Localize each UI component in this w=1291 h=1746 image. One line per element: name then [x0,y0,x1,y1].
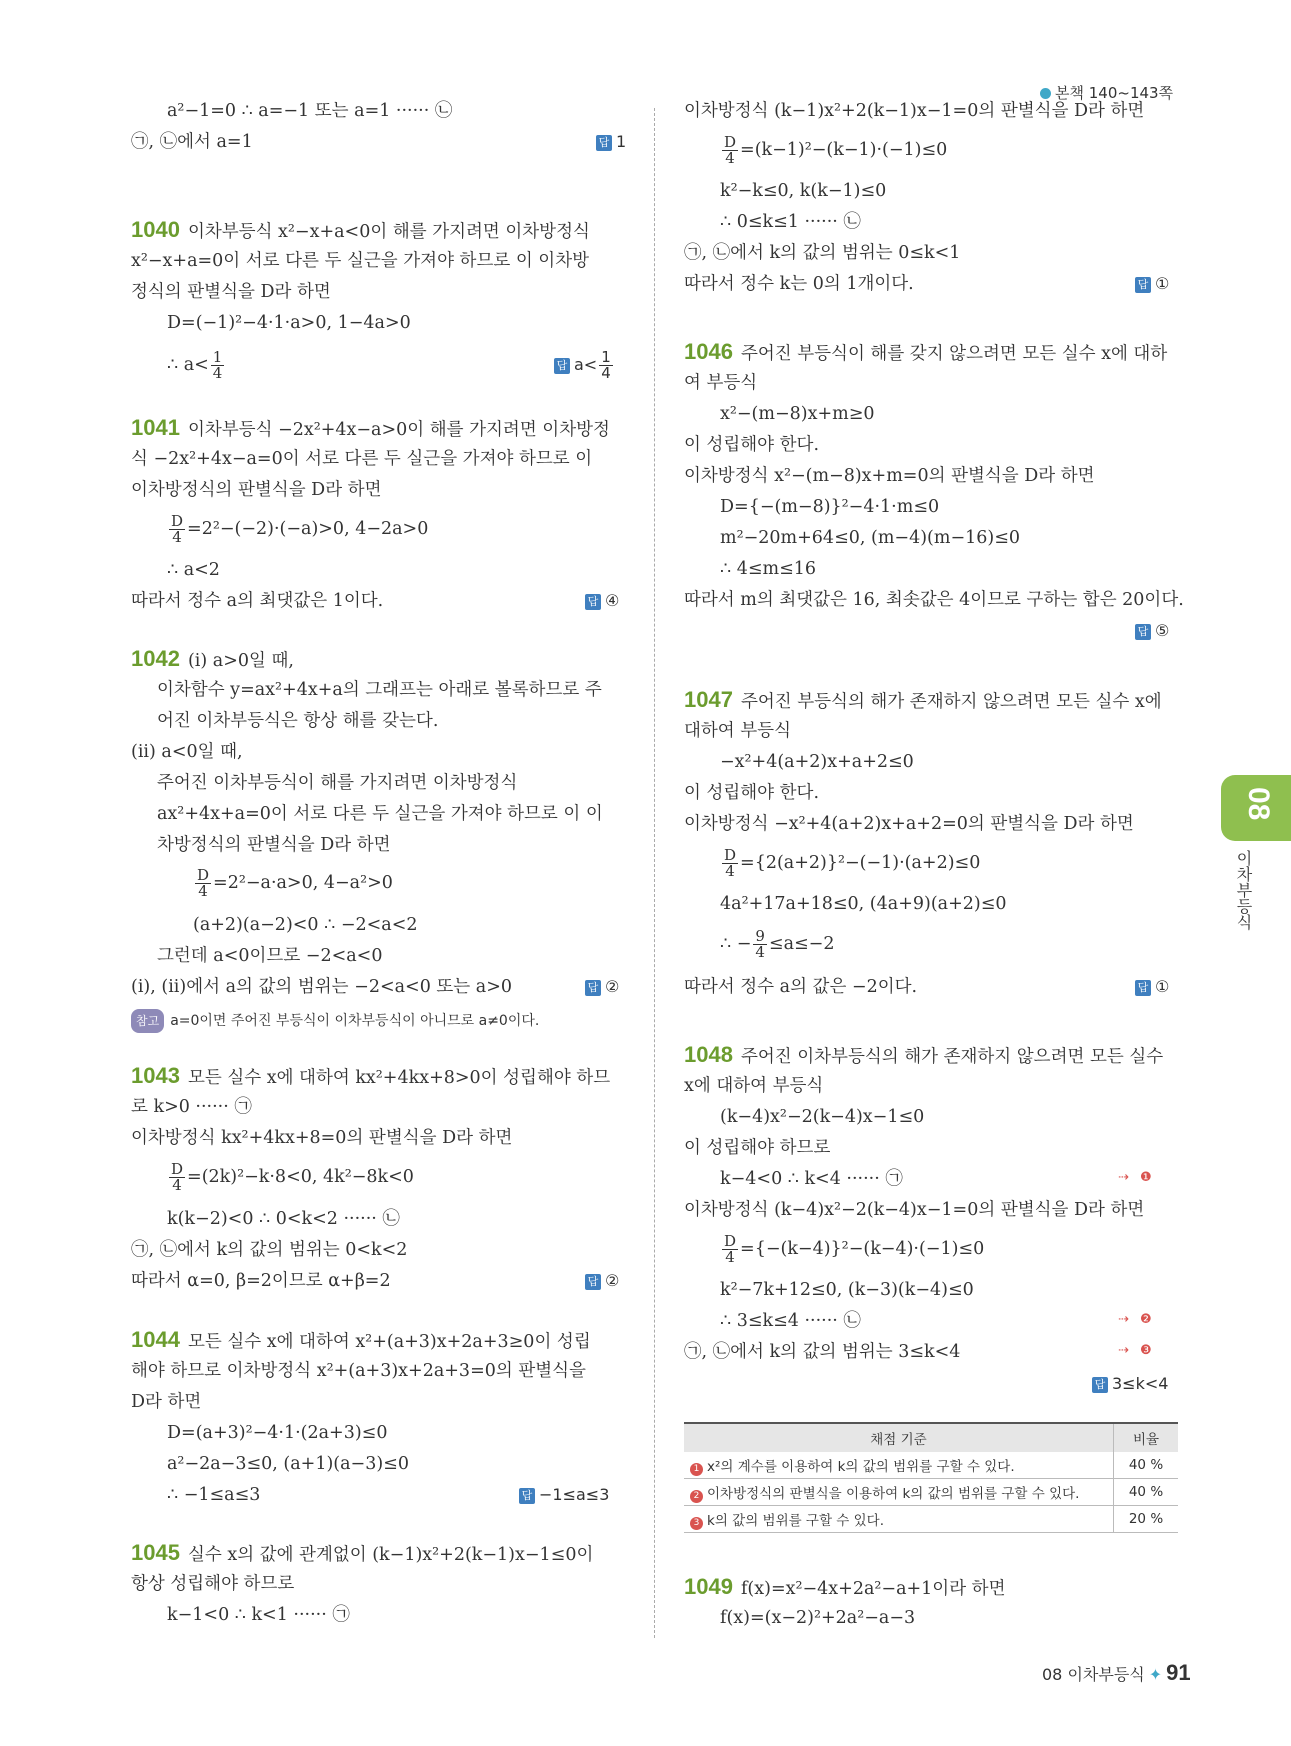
solution-line: 이차함수 y=ax²+4x+a의 그래프는 아래로 볼록하므로 주 [157,680,602,700]
grading-criteria-text: k의 값의 범위를 구할 수 있다. [707,1512,885,1529]
grading-criteria-text: x²의 계수를 이용하여 k의 값의 범위를 구할 수 있다. [707,1458,1015,1475]
solution-line: D=(a+3)²−4·1·(2a+3)≤0 [167,1423,388,1443]
solution-line: 로 k>0 ······ ㉠ [131,1097,252,1117]
grading-header-criteria: 채점 기준 [684,1423,1114,1452]
answer [1135,620,1169,642]
solution-line: ㉠, ㉡에서 k의 값의 범위는 3≤k<4 [684,1342,961,1362]
solution-line: ㉠, ㉡에서 k의 값의 범위는 0<k<2 [131,1240,408,1260]
problem-number: 1043 [131,1063,180,1088]
reference-dot-icon [1040,88,1051,99]
solution-line: 어진 이차부등식은 항상 해를 갖는다. [157,711,439,731]
solution-line: ∴ a<2 [167,560,220,580]
solution-line: D라 하면 [131,1392,202,1412]
marker-arrow-icon: ⇢ [1118,1343,1129,1358]
solution-line: $\frac{D}{4}$ =(2k)²−k·8<0, 4k²−8k<0 [171,1160,414,1194]
solution-line: k−4<0 ∴ k<4 ······ ㉠ [720,1169,903,1189]
solution-line: ㉠, ㉡에서 a=1 [131,132,253,152]
problem-number: 1046 [684,339,733,364]
solution-line: 이 성립해야 하므로 [684,1138,831,1158]
answer-value: −1≤a≤3 [539,1485,610,1504]
solution-line: x²−(m−8)x+m≥0 [720,404,875,424]
answer-value: ① [1155,977,1170,996]
solution-line: 대하여 부등식 [684,721,791,741]
solution-line: 따라서 정수 a의 최댓값은 1이다. [131,591,384,611]
answer-badge-icon: 답 [1092,1377,1108,1393]
problem-1047 [684,689,1162,713]
problem-text: 이차부등식 −2x²+4x−a>0이 해를 가지려면 이차방정 [187,420,610,440]
solution-line: x에 대하여 부등식 [684,1076,824,1096]
answer [554,350,615,381]
fraction: $\frac{D}{4}$ [724,1232,737,1266]
solution-line: a²−2a−3≤0, (a+1)(a−3)≤0 [167,1454,409,1474]
step-marker: ❷ [1140,1312,1152,1327]
answer [1092,1373,1168,1395]
answer-badge-icon: 답 [585,594,601,610]
solution-line: $\frac{D}{4}$ ={2(a+2)}²−(−1)·(a+2)≤0 [724,846,981,880]
problem-text: 모든 실수 x에 대하여 kx²+4kx+8>0이 성립해야 하므 [187,1068,611,1088]
problem-1042 [131,648,294,672]
problem-number: 1048 [684,1042,733,1067]
grading-ratio: 20 % [1114,1506,1179,1533]
solution-line: $\frac{D}{4}$ =(k−1)²−(k−1)·(−1)≤0 [724,133,948,167]
answer-badge-icon: 답 [1135,980,1151,996]
problem-1048 [684,1044,1163,1068]
solution-line: 이 성립해야 한다. [684,435,820,455]
problem-text: 주어진 이차부등식의 해가 존재하지 않으려면 모든 실수 [740,1047,1164,1067]
answer-badge-icon: 답 [596,135,612,151]
problem-1040 [131,219,590,243]
grading-row [684,1506,1178,1533]
solution-line: f(x)=(x−2)²+2a²−a−3 [720,1608,916,1628]
solution-line: (i), (ii)에서 a의 값의 범위는 −2<a<0 또는 a>0 [131,977,513,997]
problem-number: 1049 [684,1574,733,1599]
grading-row [684,1452,1178,1479]
answer [1135,273,1169,295]
problem-number: 1045 [131,1540,180,1565]
solution-line: 항상 성립해야 하므로 [131,1574,295,1594]
solution-line: k(k−2)<0 ∴ 0<k<2 ······ ㉡ [167,1209,400,1229]
problem-1045 [131,1542,593,1566]
problem-text: 실수 x의 값에 관계없이 (k−1)x²+2(k−1)x−1≤0이 [187,1545,594,1565]
solution-line: D=(−1)²−4·1·a>0, 1−4a>0 [167,313,411,333]
solution-line: 해야 하므로 이차방정식 x²+(a+3)x+2a+3=0의 판별식을 [131,1361,586,1381]
solution-line: 정식의 판별식을 D라 하면 [131,282,331,302]
solution-line: k−1<0 ∴ k<1 ······ ㉠ [167,1605,350,1625]
solution-line: 이차방정식 kx²+4kx+8=0의 판별식을 D라 하면 [131,1128,513,1148]
problem-text: 주어진 부등식이 해를 갖지 않으려면 모든 실수 x에 대하 [740,344,1168,364]
answer-badge-icon: 답 [519,1488,535,1504]
problem-number: 1047 [684,687,733,712]
solution-line: $\frac{D}{4}$ =2²−a·a>0, 4−a²>0 [197,866,393,900]
grading-ratio: 40 % [1114,1479,1179,1506]
solution-line: 이차방정식 x²−(m−8)x+m=0의 판별식을 D라 하면 [684,466,1095,486]
problem-text: 이차부등식 x²−x+a<0이 해를 가지려면 이차방정식 [187,222,590,242]
fraction: $\frac{1}{4}$ [212,348,223,382]
page-number: 91 [1166,1660,1191,1685]
answer-badge-icon: 답 [585,980,601,996]
grading-table [684,1422,1178,1533]
footer-plus-icon: ✦ [1148,1665,1163,1684]
problem-1043 [131,1065,610,1089]
solution-line: m²−20m+64≤0, (m−4)(m−16)≤0 [720,528,1021,548]
solution-line: ∴ a< $\frac{1}{4}$ [167,348,223,382]
chapter-label: 이차부등식 [1234,850,1253,930]
answer-badge-icon: 답 [554,358,570,374]
fraction: $\frac{9}{4}$ [755,927,765,961]
grading-ratio: 40 % [1114,1452,1179,1479]
note-text: a=0이면 주어진 부등식이 이차부등식이 아니므로 a≠0이다. [170,1013,540,1029]
answer [585,1270,619,1292]
problem-text: f(x)=x²−4x+2a²−a+1이라 하면 [740,1579,1006,1599]
chapter-tab [1221,775,1291,841]
fraction: $\frac{D}{4}$ [724,846,737,880]
problem-text: (i) a>0일 때, [187,651,294,671]
solution-line: (a+2)(a−2)<0 ∴ −2<a<2 [193,915,418,935]
marker-arrow-icon: ⇢ [1118,1312,1129,1327]
problem-number: 1042 [131,646,180,671]
solution-line: 이차방정식 (k−1)x²+2(k−1)x−1=0의 판별식을 D라 하면 [684,101,1145,121]
problem-1046 [684,341,1167,365]
solution-line: $\frac{D}{4}$ =2²−(−2)·(−a)>0, 4−2a>0 [171,512,429,546]
fraction: $\frac{D}{4}$ [171,512,184,546]
grading-criteria [684,1479,1114,1506]
solution-line: D={−(m−8)}²−4·1·m≤0 [720,497,940,517]
problem-number: 1044 [131,1327,180,1352]
answer-value: a< $\frac{1}{4}$ [574,348,611,382]
solution-line: 따라서 α=0, β=2이므로 α+β=2 [131,1271,391,1291]
column-divider [654,108,655,1638]
note-badge: 참고 [131,1009,164,1033]
solution-line: 이차방정식 −x²+4(a+2)x+a+2=0의 판별식을 D라 하면 [684,814,1134,834]
problem-number: 1040 [131,217,180,242]
step-marker: ❶ [1140,1170,1152,1185]
answer-value: ④ [605,591,620,610]
solution-line: 따라서 정수 a의 값은 −2이다. [684,977,918,997]
answer-value: ⑤ [1155,621,1170,640]
solution-line: 따라서 m의 최댓값은 16, 최솟값은 4이므로 구하는 합은 20이다. [684,590,1184,610]
grading-criteria [684,1452,1114,1479]
answer-value: 3≤k<4 [1112,1374,1169,1393]
problem-1041 [131,417,610,441]
answer-value: ① [1155,274,1170,293]
solution-line: (k−4)x²−2(k−4)x−1≤0 [720,1107,925,1127]
solution-line: 식 −2x²+4x−a=0이 서로 다른 두 실근을 가져야 하므로 이 [131,449,593,469]
problem-text: 주어진 부등식의 해가 존재하지 않으려면 모든 실수 x에 [740,692,1162,712]
fraction: $\frac{D}{4}$ [724,133,737,167]
problem-text: 모든 실수 x에 대하여 x²+(a+3)x+2a+3≥0이 성립 [187,1332,591,1352]
solution-line: $\frac{D}{4}$ ={−(k−4)}²−(k−4)·(−1)≤0 [724,1232,985,1266]
problem-1049 [684,1576,1006,1600]
grading-header-ratio: 비율 [1114,1423,1179,1452]
solution-line: 차방정식의 판별식을 D라 하면 [157,835,391,855]
solution-line: 4a²+17a+18≤0, (4a+9)(a+2)≤0 [720,894,1007,914]
step-marker: ❸ [1140,1343,1152,1358]
solution-line: 이 성립해야 한다. [684,783,820,803]
grading-criteria [684,1506,1114,1533]
step-number-icon: 1 [690,1463,703,1476]
answer [585,976,619,998]
grading-criteria-text: 이차방정식의 판별식을 이용하여 k의 값의 범위를 구할 수 있다. [707,1485,1080,1502]
solution-line: −x²+4(a+2)x+a+2≤0 [720,752,914,772]
solution-line: 이차방정식 (k−4)x²−2(k−4)x−1=0의 판별식을 D라 하면 [684,1200,1145,1220]
fraction: $\frac{D}{4}$ [171,1160,184,1194]
answer-value: ② [605,977,620,996]
solution-line: ∴ 4≤m≤16 [720,559,817,579]
answer [1135,976,1169,998]
solution-line: 그런데 a<0이므로 −2<a<0 [157,946,383,966]
answer-value: 1 [616,132,627,151]
solution-line: ∴ −1≤a≤3 [167,1485,261,1505]
solution-line: ∴ 3≤k≤4 ······ ㉡ [720,1311,861,1331]
solution-line: 이차방정식의 판별식을 D라 하면 [131,480,382,500]
fraction: $\frac{1}{4}$ [601,348,611,382]
header-reference-text: 본책 140~143쪽 [1055,84,1174,102]
chapter-number: 08 [1242,787,1275,821]
solution-line: 따라서 정수 k는 0의 1개이다. [684,274,914,294]
answer-badge-icon: 답 [1135,277,1151,293]
reference-note [131,1009,539,1033]
solution-line: ∴ 0≤k≤1 ······ ㉡ [720,212,861,232]
answer-badge-icon: 답 [1135,624,1151,640]
marker-arrow-icon: ⇢ [1118,1170,1129,1185]
solution-line: 주어진 이차부등식이 해를 가지려면 이차방정식 [157,773,518,793]
answer [596,131,626,153]
solution-line: a²−1=0 ∴ a=−1 또는 a=1 ······ ㉡ [167,101,453,121]
solution-line: ㉠, ㉡에서 k의 값의 범위는 0≤k<1 [684,243,961,263]
answer-badge-icon: 답 [585,1274,601,1290]
answer-value: ② [605,1271,620,1290]
grading-row [684,1479,1178,1506]
fraction: $\frac{D}{4}$ [197,866,210,900]
solution-line: k²−k≤0, k(k−1)≤0 [720,181,887,201]
answer [519,1484,609,1506]
page-footer [1042,1660,1191,1686]
solution-line: (ii) a<0일 때, [131,742,243,762]
solution-line: x²−x+a=0이 서로 다른 두 실근을 가져야 하므로 이 이차방 [131,251,590,271]
solution-line: 여 부등식 [684,373,758,393]
solution-line: ∴ − $\frac{9}{4}$ ≤a≤−2 [720,927,835,961]
footer-chapter: 08 이차부등식 [1042,1665,1145,1684]
step-number-icon: 2 [690,1490,703,1503]
answer [585,590,619,612]
solution-line: k²−7k+12≤0, (k−3)(k−4)≤0 [720,1280,974,1300]
grading-header-row [684,1423,1178,1452]
step-number-icon: 3 [690,1517,703,1530]
problem-number: 1041 [131,415,180,440]
problem-1044 [131,1329,591,1353]
solution-line: ax²+4x+a=0이 서로 다른 두 실근을 가져야 하므로 이 이 [157,804,603,824]
